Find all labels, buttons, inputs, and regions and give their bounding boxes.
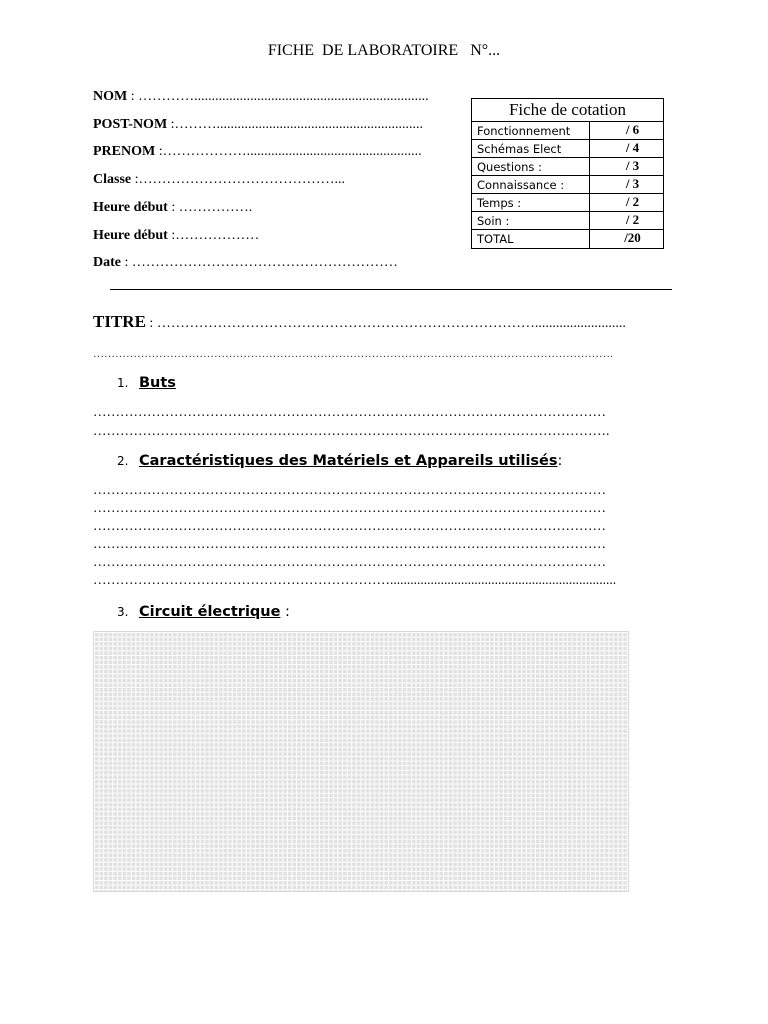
section-circuit <box>117 601 290 620</box>
titre-line-2[interactable]: ……………………………………………………………………………………………………………………………. <box>93 348 613 360</box>
cotation-row-score: / 2 <box>625 212 640 227</box>
field-heure-debut-2-sep: : <box>167 228 176 243</box>
field-classe-fill[interactable]: ……………………………………... <box>138 172 346 187</box>
section-number: 3. <box>117 605 129 619</box>
field-post-nom-label: POST-NOM <box>93 117 168 132</box>
titre-sep: : <box>145 316 157 331</box>
field-post-nom-sep: : <box>167 117 175 132</box>
cotation-row-fonctionnement <box>472 122 663 140</box>
field-prenom-sep: : <box>155 144 163 159</box>
cotation-row-temps <box>472 194 663 212</box>
cotation-row-name: Temps : <box>472 194 590 211</box>
horizontal-divider <box>110 289 672 290</box>
cotation-row-name: Connaissance : <box>472 176 590 193</box>
field-nom-fill[interactable]: …………................................................................... <box>138 89 429 104</box>
materiels-line-5[interactable]: …………………………………………………………………………………………………… <box>93 554 606 569</box>
section-heading: Buts <box>139 375 176 391</box>
section-buts <box>117 372 176 391</box>
document-title: FICHE DE LABORATOIRE N°... <box>267 42 501 59</box>
buts-line-1[interactable]: …………………………………………………………………………………………………… <box>93 404 606 419</box>
materiels-line-4[interactable]: …………………………………………………………………………………………………… <box>93 536 606 551</box>
titre-label: TITRE <box>93 312 146 331</box>
field-classe <box>93 172 345 188</box>
circuit-grid-area[interactable] <box>93 631 629 892</box>
cotation-row-schemas <box>472 140 663 158</box>
field-heure-debut-2-label: Heure début <box>93 228 168 243</box>
cotation-row-total <box>472 230 663 248</box>
cotation-row-name: TOTAL <box>472 230 590 248</box>
cotation-row-score: / 3 <box>625 158 640 173</box>
cotation-row-score: / 6 <box>625 122 640 137</box>
section-suffix: : <box>280 604 290 620</box>
cotation-row-connaissance <box>472 176 663 194</box>
field-prenom-label: PRENOM <box>93 144 156 159</box>
cotation-row-score: /20 <box>624 230 641 245</box>
field-date <box>93 255 398 271</box>
field-classe-sep: : <box>131 172 139 187</box>
field-heure-debut-2 <box>93 228 259 244</box>
section-heading: Caractéristiques des Matériels et Appareils utilisés <box>139 453 558 469</box>
section-number: 1. <box>117 376 129 390</box>
field-date-fill[interactable]: ………………………………………………… <box>131 255 398 270</box>
cotation-row-score: / 4 <box>625 140 640 155</box>
section-heading: Circuit électrique <box>139 604 281 620</box>
field-heure-debut-1-label: Heure début <box>93 200 168 215</box>
field-post-nom <box>93 117 423 133</box>
field-nom <box>93 89 429 105</box>
cotation-row-score: / 3 <box>625 176 640 191</box>
field-prenom <box>93 144 422 160</box>
cotation-row-score: / 2 <box>625 194 640 209</box>
field-heure-debut-2-fill[interactable]: ……………… <box>175 228 260 243</box>
cotation-row-soin <box>472 212 663 230</box>
section-suffix: : <box>557 453 563 469</box>
field-nom-sep: : <box>127 89 139 104</box>
field-heure-debut-1-fill[interactable]: ……………. <box>178 200 253 215</box>
field-date-sep: : <box>121 255 132 270</box>
materiels-line-1[interactable]: …………………………………………………………………………………………………… <box>93 482 606 497</box>
buts-line-2[interactable]: ……………………………………………………………………………………………………. <box>93 423 610 438</box>
titre-field <box>93 312 671 332</box>
section-materiels <box>117 450 562 469</box>
cotation-title: Fiche de cotation <box>472 99 663 122</box>
cotation-row-name: Soin : <box>472 212 590 229</box>
field-post-nom-fill[interactable]: ………........................................................... <box>174 117 424 132</box>
cotation-row-name: Schémas Elect <box>472 140 590 157</box>
materiels-line-6[interactable]: …………………………………………………………................................................................... <box>93 572 617 587</box>
field-date-label: Date <box>93 255 121 270</box>
field-heure-debut-1 <box>93 200 252 216</box>
cotation-row-questions <box>472 158 663 176</box>
titre-fill[interactable]: ……………………………………………………………………….......................... <box>156 316 626 331</box>
field-heure-debut-1-sep: : <box>167 200 179 215</box>
field-nom-label: NOM <box>93 89 128 104</box>
field-prenom-fill[interactable]: ……………….................................................. <box>162 144 422 159</box>
cotation-table <box>471 98 664 249</box>
cotation-row-name: Fonctionnement <box>472 122 590 139</box>
cotation-row-name: Questions : <box>472 158 590 175</box>
field-classe-label: Classe <box>93 172 132 187</box>
materiels-line-2[interactable]: …………………………………………………………………………………………………… <box>93 500 606 515</box>
section-number: 2. <box>117 454 129 468</box>
materiels-line-3[interactable]: …………………………………………………………………………………………………… <box>93 518 606 533</box>
